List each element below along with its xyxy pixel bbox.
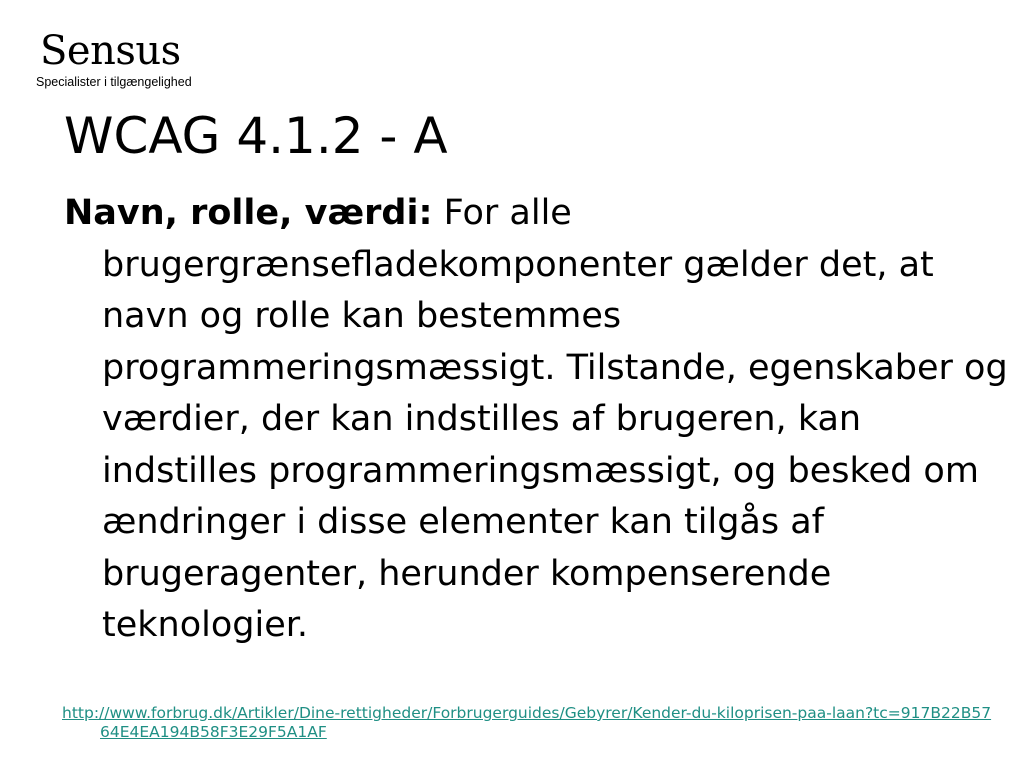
criterion-text	[64, 188, 1022, 652]
criterion-description: For alle brugergrænsefladekomponenter gælder det, at navn og rolle kan bestemmes programmeringsmæssigt. Tilstande, egenskaber og værdier, der kan indstilles af brugeren, kan indstilles programmeringsmæssigt, og besked om ændringer i disse elementer kan tilgås af brugeragenter, herunder kompenserende teknologier.	[102, 193, 1008, 645]
criterion-term: Navn, rolle, værdi:	[64, 193, 433, 233]
source-link[interactable]: http://www.forbrug.dk/Artikler/Dine-rettigheder/Forbrugerguides/Gebyrer/Kender-du-kiloprisen-paa-laan?tc=917B22B5764E4EA194B58F3E29F5A1AF	[62, 704, 992, 741]
slide-title: WCAG 4.1.2 - A	[64, 107, 448, 165]
logo-name: Sensus	[40, 28, 181, 74]
logo-tagline: Specialister i tilgængelighed	[36, 75, 192, 89]
sensus-logo	[36, 28, 192, 89]
